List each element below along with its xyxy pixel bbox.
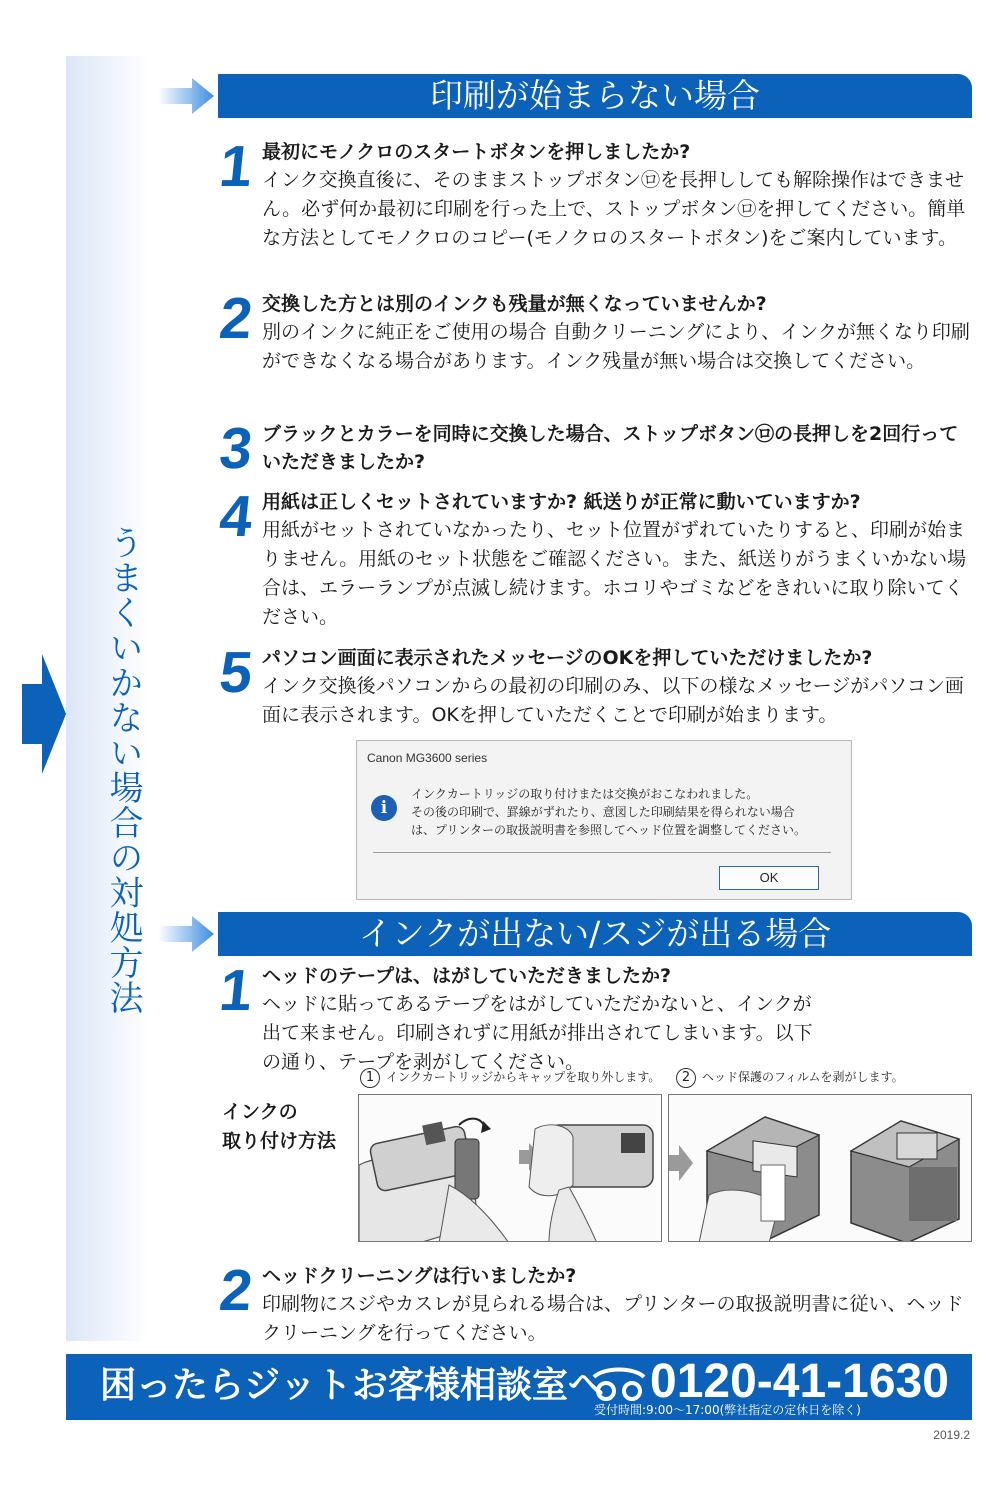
phone-number[interactable]: 0120-41-1630 xyxy=(650,1355,949,1408)
s2-item-2 xyxy=(212,1258,976,1348)
item-question: ヘッドクリーニングは行いましたか? xyxy=(262,1265,577,1287)
item-number: 4 xyxy=(216,484,256,549)
item-question: パソコン画面に表示されたメッセージのOKを押していただけましたか? xyxy=(262,647,873,669)
item-number: 2 xyxy=(216,1258,256,1323)
item-question: 最初にモノクロのスタートボタンを押しましたか? xyxy=(262,141,691,163)
dialog-message xyxy=(411,785,841,839)
step2-illustration xyxy=(668,1094,972,1242)
install-method-label xyxy=(222,1098,336,1156)
ok-button[interactable]: OK xyxy=(719,866,819,890)
item-answer: インク交換後パソコンからの最初の印刷のみ、以下の様なメッセージがパソコン画面に表示されます。OKを押していただくことで印刷が始まります。 xyxy=(262,675,964,726)
section2-title: インクが出ない/スジが出る場合 xyxy=(218,912,972,956)
film-removal-image xyxy=(669,1095,972,1242)
step-number: 1 xyxy=(360,1068,380,1088)
section-arrow-icon xyxy=(158,916,214,952)
method-line: 取り付け方法 xyxy=(222,1130,337,1152)
section1-title: 印刷が始まらない場合 xyxy=(218,74,972,118)
printer-dialog xyxy=(356,740,852,900)
s1-item-2 xyxy=(212,286,976,376)
item-question: 交換した方とは別のインクも残量が無くなっていませんか? xyxy=(262,293,767,315)
dialog-divider xyxy=(373,852,831,853)
s1-item-3 xyxy=(212,416,976,481)
contact-message: 困ったらジットお客様相談室へ xyxy=(100,1365,605,1406)
step2-caption xyxy=(676,1068,904,1088)
cartridge-cap-removal-image xyxy=(359,1095,662,1242)
dialog-line: は、プリンターの取扱説明書を参照してヘッド位置を調整してください。 xyxy=(411,823,807,837)
section-arrow-icon xyxy=(158,78,214,114)
dialog-title: Canon MG3600 series xyxy=(367,751,488,765)
item-number: 2 xyxy=(216,286,256,351)
step1-illustration xyxy=(358,1094,662,1242)
item-question: ヘッドのテープは、はがしていただきましたか? xyxy=(262,965,672,987)
item-number: 5 xyxy=(216,640,256,705)
item-answer: 印刷物にスジやカスレが見られる場合は、プリンターの取扱説明書に従い、ヘッドクリーニングを行ってください。 xyxy=(262,1293,964,1344)
item-question: ブラックとカラーを同時に交換した場合、ストップボタン㋺の長押しを2回行っていただきましたか? xyxy=(262,423,959,473)
side-title: うまくいかない場合の対処方法 xyxy=(103,525,143,1015)
s1-item-5 xyxy=(212,640,976,730)
info-icon: i xyxy=(371,795,397,821)
contact-footer xyxy=(66,1354,972,1420)
business-hours: 受付時間:9:00〜17:00(弊社指定の定休日を除く) xyxy=(594,1403,861,1417)
s1-item-4 xyxy=(212,484,976,632)
document-date: 2019.2 xyxy=(933,1428,970,1442)
item-answer: インク交換直後に、そのままストップボタン㋺を長押ししても解除操作はできません。必ず何か最初に印刷を行った上で、ストップボタン㋺を押してください。簡単な方法としてモノクロのコピー(モノクロのスタートボタン)をご案内しています。 xyxy=(262,169,966,249)
item-number: 1 xyxy=(216,134,256,199)
item-answer: ヘッドに貼ってあるテープをはがしていただかないと、インクが出て来ません。印刷されずに用紙が排出されてしまいます。以下の通り、テープを剥がしてください。 xyxy=(262,993,813,1073)
item-answer: 別のインクに純正をご使用の場合 自動クリーニングにより、インクが無くなり印刷ができなくなる場合があります。インク残量が無い場合は交換してください。 xyxy=(262,321,970,372)
item-number: 3 xyxy=(216,416,256,481)
section2-header xyxy=(158,912,972,956)
step-text: ヘッド保護のフィルムを剥がします。 xyxy=(702,1070,904,1084)
s1-item-1 xyxy=(212,134,976,253)
s2-item-1 xyxy=(212,958,976,1077)
item-answer: 用紙がセットされていなかったり、セット位置がずれていたりすると、印刷が始まりません。用紙のセット状態をご確認ください。また、紙送りがうまくいかない場合は、エラーランプが点滅し続けます。ホコリやゴミなどをきれいに取り除いてください。 xyxy=(262,519,967,628)
dialog-line: その後の印刷で、罫線がずれたり、意図した印刷結果を得られない場合 xyxy=(411,805,795,819)
free-dial-icon xyxy=(590,1365,648,1403)
dialog-line: インクカートリッジの取り付けまたは交換がおこなわれました。 xyxy=(411,787,759,801)
step1-caption xyxy=(360,1068,660,1088)
step-text: インクカートリッジからキャップを取り外します。 xyxy=(386,1070,661,1084)
method-line: インクの xyxy=(222,1101,298,1123)
step-number: 2 xyxy=(676,1068,696,1088)
section1-header xyxy=(158,74,972,118)
item-number: 1 xyxy=(216,958,256,1023)
item-question: 用紙は正しくセットされていますか? 紙送りが正常に動いていますか? xyxy=(262,491,861,513)
side-arrow-icon xyxy=(22,654,66,774)
